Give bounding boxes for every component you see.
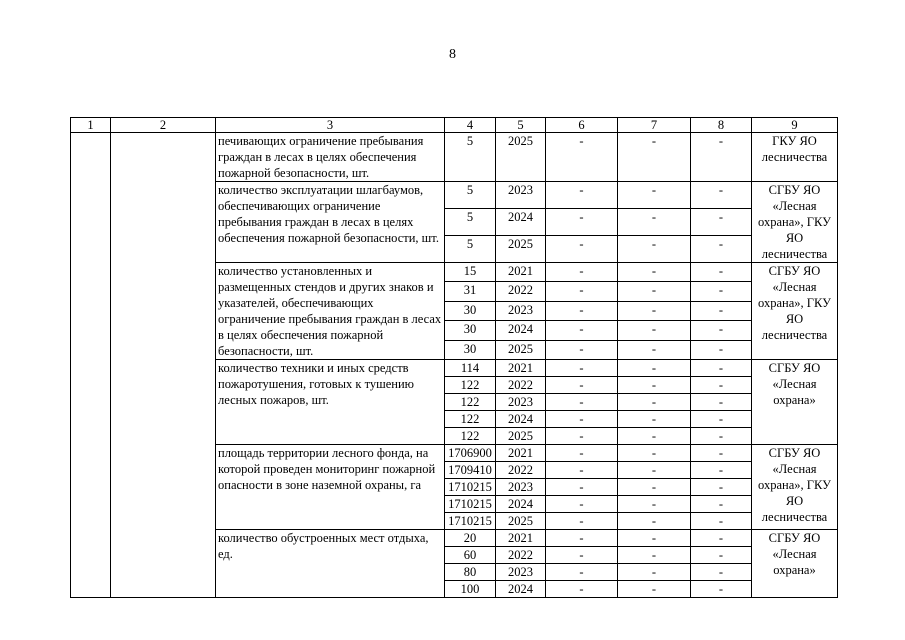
value-cell: 30 xyxy=(445,301,496,320)
col8-cell: - xyxy=(691,564,752,581)
header-col-5: 5 xyxy=(496,118,546,133)
value-cell: 20 xyxy=(445,530,496,547)
col8-cell: - xyxy=(691,530,752,547)
header-col-9: 9 xyxy=(752,118,838,133)
indicator-cell: количество эксплуатации шлагбаумов, обеспечивающих ограничение пребывания граждан в лесах в целях обеспечения пожарной безопасности, шт. xyxy=(216,182,445,263)
col6-cell: - xyxy=(546,564,618,581)
col7-cell: - xyxy=(618,377,691,394)
header-col-7: 7 xyxy=(618,118,691,133)
header-col-3: 3 xyxy=(216,118,445,133)
value-cell: 1710215 xyxy=(445,496,496,513)
year-cell: 2023 xyxy=(496,182,546,209)
executor-cell: СГБУ ЯО «Лесная охрана», ГКУ ЯО лесничества xyxy=(752,182,838,263)
col8-cell: - xyxy=(691,340,752,359)
value-cell: 5 xyxy=(445,133,496,182)
col7-cell: - xyxy=(618,282,691,301)
col6-cell: - xyxy=(546,236,618,263)
col8-cell: - xyxy=(691,411,752,428)
col7-cell: - xyxy=(618,321,691,340)
indicator-cell: количество установленных и размещенных стендов и других знаков и указателей, обеспечивающих ограничение пребывания граждан в лесах в целях обеспечения пожарной безопасности, шт. xyxy=(216,263,445,360)
indicator-cell: количество техники и иных средств пожаротушения, готовых к тушению лесных пожаров, шт. xyxy=(216,360,445,445)
col8-cell: - xyxy=(691,263,752,282)
year-cell: 2021 xyxy=(496,445,546,462)
year-cell: 2022 xyxy=(496,282,546,301)
value-cell: 5 xyxy=(445,209,496,236)
col6-cell: - xyxy=(546,133,618,182)
col6-cell: - xyxy=(546,340,618,359)
year-cell: 2022 xyxy=(496,547,546,564)
col6-cell: - xyxy=(546,321,618,340)
indicator-cell: печивающих ограничение пребывания граждан в лесах в целях обеспечения пожарной безопасности, шт. xyxy=(216,133,445,182)
value-cell: 1710215 xyxy=(445,513,496,530)
value-cell: 30 xyxy=(445,340,496,359)
col6-cell: - xyxy=(546,263,618,282)
col7-cell: - xyxy=(618,340,691,359)
header-col-6: 6 xyxy=(546,118,618,133)
col8-cell: - xyxy=(691,209,752,236)
value-cell: 15 xyxy=(445,263,496,282)
table-row xyxy=(71,133,838,182)
col8-cell: - xyxy=(691,496,752,513)
executor-cell: СГБУ ЯО «Лесная охрана», ГКУ ЯО лесничества xyxy=(752,445,838,530)
year-cell: 2024 xyxy=(496,209,546,236)
col6-cell: - xyxy=(546,547,618,564)
col6-cell: - xyxy=(546,513,618,530)
year-cell: 2022 xyxy=(496,462,546,479)
executor-cell: ГКУ ЯО лесничества xyxy=(752,133,838,182)
col7-cell: - xyxy=(618,360,691,377)
col8-cell: - xyxy=(691,360,752,377)
col6-cell: - xyxy=(546,462,618,479)
value-cell: 122 xyxy=(445,411,496,428)
value-cell: 122 xyxy=(445,428,496,445)
col6-cell: - xyxy=(546,445,618,462)
year-cell: 2024 xyxy=(496,581,546,598)
value-cell: 80 xyxy=(445,564,496,581)
col6-cell: - xyxy=(546,479,618,496)
value-cell: 30 xyxy=(445,321,496,340)
executor-cell: СГБУ ЯО «Лесная охрана», ГКУ ЯО лесничества xyxy=(752,263,838,360)
col8-cell: - xyxy=(691,133,752,182)
col7-cell: - xyxy=(618,411,691,428)
value-cell: 1710215 xyxy=(445,479,496,496)
col2-cell xyxy=(111,133,216,598)
indicator-cell: площадь территории лесного фонда, на которой проведен мониторинг пожарной опасности в зоне наземной охраны, га xyxy=(216,445,445,530)
col7-cell: - xyxy=(618,445,691,462)
col8-cell: - xyxy=(691,547,752,564)
col8-cell: - xyxy=(691,479,752,496)
header-col-1: 1 xyxy=(71,118,111,133)
col8-cell: - xyxy=(691,513,752,530)
col7-cell: - xyxy=(618,182,691,209)
col7-cell: - xyxy=(618,394,691,411)
col8-cell: - xyxy=(691,394,752,411)
year-cell: 2024 xyxy=(496,321,546,340)
col8-cell: - xyxy=(691,428,752,445)
year-cell: 2021 xyxy=(496,263,546,282)
year-cell: 2025 xyxy=(496,513,546,530)
value-cell: 31 xyxy=(445,282,496,301)
value-cell: 5 xyxy=(445,182,496,209)
col6-cell: - xyxy=(546,428,618,445)
value-cell: 122 xyxy=(445,394,496,411)
col1-cell xyxy=(71,133,111,598)
col7-cell: - xyxy=(618,513,691,530)
year-cell: 2025 xyxy=(496,340,546,359)
header-col-4: 4 xyxy=(445,118,496,133)
col7-cell: - xyxy=(618,301,691,320)
col7-cell: - xyxy=(618,428,691,445)
col7-cell: - xyxy=(618,564,691,581)
year-cell: 2025 xyxy=(496,133,546,182)
col7-cell: - xyxy=(618,547,691,564)
value-cell: 60 xyxy=(445,547,496,564)
col7-cell: - xyxy=(618,479,691,496)
page-number: 8 xyxy=(449,47,456,62)
col6-cell: - xyxy=(546,282,618,301)
year-cell: 2021 xyxy=(496,360,546,377)
col8-cell: - xyxy=(691,321,752,340)
year-cell: 2024 xyxy=(496,496,546,513)
col8-cell: - xyxy=(691,445,752,462)
year-cell: 2024 xyxy=(496,411,546,428)
col6-cell: - xyxy=(546,496,618,513)
header-col-8: 8 xyxy=(691,118,752,133)
col7-cell: - xyxy=(618,209,691,236)
col8-cell: - xyxy=(691,282,752,301)
year-cell: 2022 xyxy=(496,377,546,394)
col6-cell: - xyxy=(546,182,618,209)
year-cell: 2023 xyxy=(496,479,546,496)
year-cell: 2021 xyxy=(496,530,546,547)
executor-cell: СГБУ ЯО «Лесная охрана» xyxy=(752,530,838,598)
col7-cell: - xyxy=(618,581,691,598)
year-cell: 2023 xyxy=(496,301,546,320)
col8-cell: - xyxy=(691,377,752,394)
col6-cell: - xyxy=(546,581,618,598)
year-cell: 2023 xyxy=(496,564,546,581)
col7-cell: - xyxy=(618,263,691,282)
col7-cell: - xyxy=(618,462,691,479)
col7-cell: - xyxy=(618,496,691,513)
indicators-table xyxy=(70,117,838,598)
col7-cell: - xyxy=(618,133,691,182)
value-cell: 1709410 xyxy=(445,462,496,479)
year-cell: 2025 xyxy=(496,428,546,445)
table-body xyxy=(71,118,838,598)
col8-cell: - xyxy=(691,581,752,598)
col8-cell: - xyxy=(691,236,752,263)
col7-cell: - xyxy=(618,530,691,547)
col8-cell: - xyxy=(691,182,752,209)
col6-cell: - xyxy=(546,360,618,377)
col8-cell: - xyxy=(691,301,752,320)
header-row xyxy=(71,118,838,133)
value-cell: 114 xyxy=(445,360,496,377)
col8-cell: - xyxy=(691,462,752,479)
col6-cell: - xyxy=(546,530,618,547)
col6-cell: - xyxy=(546,394,618,411)
col6-cell: - xyxy=(546,411,618,428)
col7-cell: - xyxy=(618,236,691,263)
year-cell: 2025 xyxy=(496,236,546,263)
value-cell: 1706900 xyxy=(445,445,496,462)
col6-cell: - xyxy=(546,377,618,394)
value-cell: 122 xyxy=(445,377,496,394)
value-cell: 100 xyxy=(445,581,496,598)
value-cell: 5 xyxy=(445,236,496,263)
col6-cell: - xyxy=(546,301,618,320)
col6-cell: - xyxy=(546,209,618,236)
year-cell: 2023 xyxy=(496,394,546,411)
header-col-2: 2 xyxy=(111,118,216,133)
indicator-cell: количество обустроенных мест отдыха, ед. xyxy=(216,530,445,598)
executor-cell: СГБУ ЯО «Лесная охрана» xyxy=(752,360,838,445)
